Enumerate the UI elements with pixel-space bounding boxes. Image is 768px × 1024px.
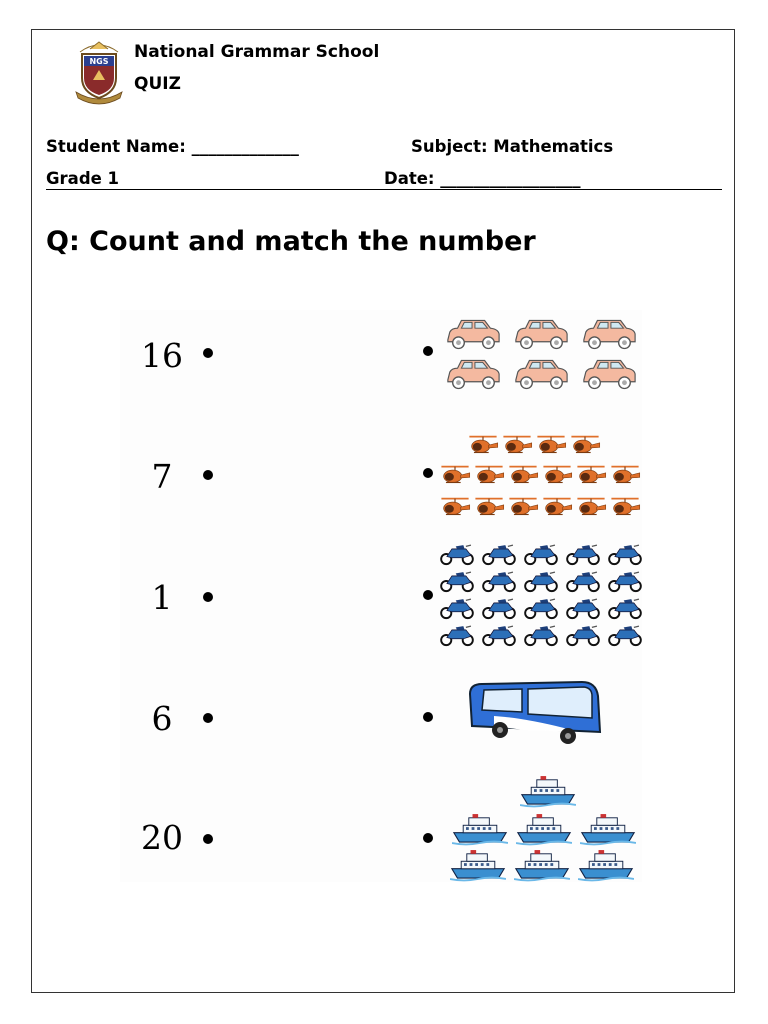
bus-group — [464, 676, 606, 746]
right-match-dot[interactable] — [423, 590, 433, 600]
student-name-field: Student Name: _____________ — [46, 137, 299, 156]
ship-group — [448, 774, 640, 882]
motorcycle-icon — [522, 623, 560, 647]
bus-icon — [464, 676, 604, 746]
motorcycle-icon — [480, 623, 518, 647]
motorcycle-icon — [606, 569, 644, 593]
ship-icon — [450, 848, 506, 882]
ship-icon — [520, 774, 576, 808]
car-icon — [580, 316, 638, 352]
helicopter-icon — [568, 430, 602, 458]
question-title: Q: Count and match the number — [46, 226, 536, 257]
car-icon — [512, 356, 570, 392]
helicopter-icon — [608, 460, 642, 488]
car-group — [440, 312, 640, 394]
helicopter-icon — [438, 460, 472, 488]
left-match-dot[interactable] — [203, 470, 213, 480]
helicopter-icon — [506, 492, 540, 520]
car-icon — [512, 316, 570, 352]
left-match-dot[interactable] — [203, 834, 213, 844]
date-field: Date: _________________ — [384, 169, 581, 188]
right-match-dot[interactable] — [423, 346, 433, 356]
motorcycle-icon — [522, 596, 560, 620]
motorcycle-icon — [606, 596, 644, 620]
car-icon — [444, 356, 502, 392]
school-name: National Grammar School — [134, 42, 380, 62]
helicopter-group — [436, 430, 646, 524]
motorcycle-icon — [564, 623, 602, 647]
motorcycle-icon — [564, 542, 602, 566]
helicopter-icon — [574, 460, 608, 488]
ship-icon — [516, 812, 572, 846]
right-match-dot[interactable] — [423, 833, 433, 843]
motorcycle-icon — [480, 596, 518, 620]
helicopter-icon — [534, 430, 568, 458]
svg-text:NGS: NGS — [89, 57, 109, 66]
number-item: 16 — [141, 336, 183, 375]
ship-icon — [514, 848, 570, 882]
motorcycle-icon — [522, 542, 560, 566]
number-item: 20 — [141, 818, 183, 857]
number-item: 6 — [151, 699, 173, 738]
helicopter-icon — [500, 430, 534, 458]
motorcycle-icon — [480, 569, 518, 593]
helicopter-icon — [466, 430, 500, 458]
helicopter-icon — [472, 492, 506, 520]
quiz-label: QUIZ — [134, 74, 181, 94]
left-match-dot[interactable] — [203, 713, 213, 723]
helicopter-icon — [540, 460, 574, 488]
motorcycle-group — [436, 540, 646, 650]
right-match-dot[interactable] — [423, 712, 433, 722]
header-rule — [46, 189, 722, 190]
helicopter-icon — [472, 460, 506, 488]
car-icon — [444, 316, 502, 352]
motorcycle-icon — [564, 569, 602, 593]
motorcycle-icon — [438, 596, 476, 620]
helicopter-icon — [574, 492, 608, 520]
number-item: 1 — [151, 578, 173, 617]
helicopter-icon — [506, 460, 540, 488]
car-icon — [580, 356, 638, 392]
motorcycle-icon — [606, 623, 644, 647]
motorcycle-icon — [606, 542, 644, 566]
motorcycle-icon — [522, 569, 560, 593]
grade-field: Grade 1 — [46, 169, 120, 188]
helicopter-icon — [608, 492, 642, 520]
ship-icon — [580, 812, 636, 846]
left-match-dot[interactable] — [203, 592, 213, 602]
motorcycle-icon — [438, 569, 476, 593]
motorcycle-icon — [480, 542, 518, 566]
motorcycle-icon — [438, 623, 476, 647]
motorcycle-icon — [564, 596, 602, 620]
left-match-dot[interactable] — [203, 348, 213, 358]
number-item: 7 — [151, 457, 173, 496]
school-logo — [72, 40, 126, 106]
ship-icon — [452, 812, 508, 846]
motorcycle-icon — [438, 542, 476, 566]
helicopter-icon — [438, 492, 472, 520]
right-match-dot[interactable] — [423, 468, 433, 478]
subject-field: Subject: Mathematics — [411, 137, 614, 156]
ship-icon — [578, 848, 634, 882]
helicopter-icon — [540, 492, 574, 520]
